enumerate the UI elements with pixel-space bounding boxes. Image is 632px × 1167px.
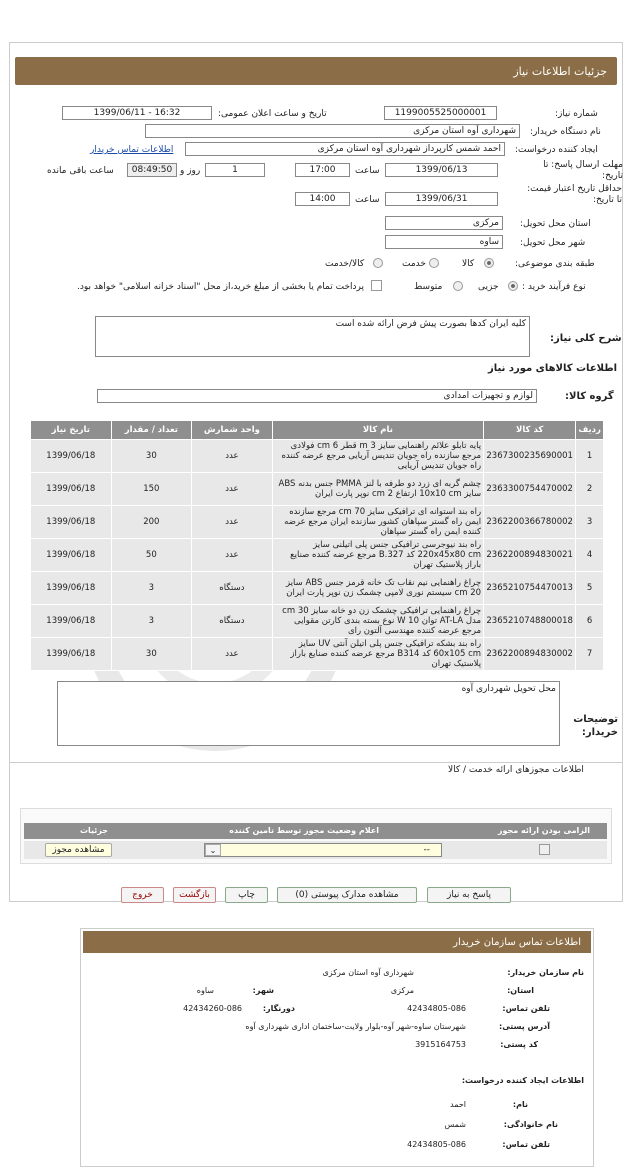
deadline-time-field[interactable]: 17:00: [295, 163, 350, 177]
contact-address-value: شهرستان ساوه-شهر آوه-بلوار ولایت-ساختمان اداری شهرداری آوه: [245, 1022, 466, 1031]
summary-label: شرح کلی نیاز:: [550, 333, 622, 344]
row-code: 2362200894830002: [484, 638, 576, 671]
reply-button[interactable]: پاسخ به نیاز: [427, 887, 511, 903]
print-button[interactable]: چاپ: [225, 887, 268, 903]
contact-province-value: مرکزی: [390, 986, 414, 995]
validity-time-field[interactable]: 14:00: [295, 192, 350, 206]
group-label: گروه کالا:: [565, 391, 614, 402]
city-label: شهر محل تحویل:: [520, 238, 586, 248]
process-label: نوع فرآیند خرید :: [522, 282, 586, 292]
permits-title: اطلاعات مجوزهای ارائه خدمت / کالا: [448, 765, 584, 775]
row-qty: 3: [111, 572, 192, 605]
row-date: 1399/06/18: [31, 440, 112, 473]
row-date: 1399/06/18: [31, 638, 112, 671]
row-name: راه بند نیوجرسی ترافیکی جنس پلی اتیلنی سایز 220x45x80 cm کد B.327 مرجع عرضه کننده صنایع باراز پلاستیک تهران: [272, 539, 483, 572]
row-unit: عدد: [192, 473, 273, 506]
row-index: 3: [576, 506, 604, 539]
contact-city-label: شهر:: [252, 986, 274, 995]
row-date: 1399/06/18: [31, 473, 112, 506]
category-service-label: خدمت: [402, 259, 426, 269]
row-qty: 30: [111, 440, 192, 473]
row-index: 5: [576, 572, 604, 605]
row-unit: عدد: [192, 506, 273, 539]
table-row: [31, 440, 604, 473]
row-unit: دستگاه: [192, 572, 273, 605]
city-field[interactable]: ساوه: [385, 235, 503, 249]
creator-field[interactable]: احمد شمس کارپرداز شهرداری آوه استان مرکزی: [185, 142, 505, 156]
buyer-label: نام دستگاه خریدار:: [530, 127, 601, 137]
payment-note: پرداخت تمام یا بخشی از مبلغ خرید،از محل "اسناد خزانه اسلامی" خواهد بود.: [76, 282, 364, 292]
days-field[interactable]: 1: [205, 163, 265, 177]
province-field[interactable]: مرکزی: [385, 216, 503, 230]
row-qty: 50: [111, 539, 192, 572]
contact-header: [83, 931, 591, 953]
buyer-notes-label: توضیحات خریدار:: [573, 714, 618, 738]
row-index: 2: [576, 473, 604, 506]
exit-button[interactable]: خروج: [121, 887, 164, 903]
contact-phone-value: 42434805-086: [407, 1004, 466, 1013]
validity-label: حداقل تاریخ اعتبار قیمت: تا تاریخ:: [527, 184, 622, 205]
row-qty: 150: [111, 473, 192, 506]
attachments-button[interactable]: مشاهده مدارک پیوستی (0): [277, 887, 417, 903]
row-date: 1399/06/18: [31, 539, 112, 572]
row-name: راه بند بشکه ترافیکی جنس پلی اتیلن آنتی UV سایز 60x105 cm کد B314 مرجع عرضه کننده صنایع باراز پلاستیک تهران: [272, 638, 483, 671]
table-row: [31, 605, 604, 638]
creator-info-title: اطلاعات ایجاد کننده درخواست:: [461, 1076, 584, 1085]
row-index: 4: [576, 539, 604, 572]
deadline-date-field[interactable]: 1399/06/13: [385, 163, 498, 177]
row-index: 6: [576, 605, 604, 638]
creator-phone-value: 42434805-086: [407, 1140, 466, 1149]
category-goods-radio[interactable]: [484, 258, 494, 268]
items-table: [30, 420, 604, 671]
creator-family-label: نام خانوادگی:: [503, 1120, 558, 1129]
deadline-label: مهلت ارسال پاسخ: تا تاریخ:: [543, 160, 623, 181]
permit-select-value: --: [423, 845, 430, 855]
chevron-down-icon[interactable]: ⌄: [205, 844, 221, 856]
col-name: نام کالا: [272, 421, 483, 440]
row-name: چشم گربه ای زرد دو طرفه با لنز PMMA جنس بدنه ABS سایز 10x10 cm ارتفاع 2 cm نوپر پارت ایران: [272, 473, 483, 506]
category-service-radio[interactable]: [429, 258, 439, 268]
validity-time-label: ساعت: [355, 195, 380, 205]
process-medium-label: متوسط: [414, 282, 443, 292]
contact-org-value: شهرداری آوه استان مرکزی: [322, 968, 414, 977]
creator-name-value: احمد: [450, 1100, 466, 1109]
province-label: استان محل تحویل:: [520, 219, 591, 229]
contact-postal-label: کد پستی:: [500, 1040, 538, 1049]
back-button[interactable]: بازگشت: [173, 887, 216, 903]
row-qty: 3: [111, 605, 192, 638]
goods-info-title: اطلاعات کالاهای مورد نیاز: [488, 363, 618, 374]
validity-date-field[interactable]: 1399/06/31: [385, 192, 498, 206]
contact-fax-value: 42434260-086: [183, 1004, 242, 1013]
col-index: ردیف: [576, 421, 604, 440]
process-minor-radio[interactable]: [508, 281, 518, 291]
permit-required-checkbox: [539, 844, 550, 855]
page-header: [15, 57, 617, 85]
announce-label: تاریخ و ساعت اعلان عمومی:: [218, 109, 327, 119]
contact-province-label: استان:: [507, 986, 534, 995]
contact-postal-value: 3915164753: [415, 1040, 466, 1049]
row-name: چراغ راهنمایی ترافیکی چشمک زن دو خانه سایز 30 cm مدل AT-LA توان W 10 نوع بسته بندی کارتن مقوایی مرجع عرضه کننده مهندسی آلتون رای: [272, 605, 483, 638]
table-row: [31, 473, 604, 506]
table-row: [31, 572, 604, 605]
row-name: راه بند استوانه ای ترافیکی سایز 70 cm مرجع سازنده ایمن راه گستر سپاهان کشور سازنده ایران مرجع عرضه کننده ایمن راه گستر سپاهان: [272, 506, 483, 539]
row-name: چراغ راهنمایی نیم نقاب تک خانه قرمز جنس ABS سایز 20 cm سیستم نوری لامپی چشمک زن نوپر پارت ایران: [272, 572, 483, 605]
contact-phone-label: تلفن تماس:: [502, 1004, 550, 1013]
row-index: 7: [576, 638, 604, 671]
category-label: طبقه بندی موضوعی:: [515, 259, 595, 269]
buyer-field[interactable]: شهرداری آوه استان مرکزی: [145, 124, 520, 138]
deadline-time-label: ساعت: [355, 166, 380, 176]
row-qty: 200: [111, 506, 192, 539]
remaining-time-field: 08:49:50: [127, 163, 177, 177]
permit-status-select[interactable]: [204, 843, 442, 857]
treasury-checkbox[interactable]: [371, 280, 382, 291]
items-header-row: [31, 421, 604, 440]
summary-field[interactable]: کلیه ایران کدها بصورت پیش فرض ارائه شده است: [95, 316, 530, 357]
row-code: 2363300754470002: [484, 473, 576, 506]
row-date: 1399/06/18: [31, 506, 112, 539]
permits-col-details: جزئیات: [80, 826, 109, 835]
page-title: جزئیات اطلاعات نیاز: [513, 64, 607, 78]
table-row: [31, 506, 604, 539]
row-unit: عدد: [192, 638, 273, 671]
permits-col-status: اعلام وضعیت مجوز توسط تامین کننده: [229, 826, 379, 835]
table-row: [31, 539, 604, 572]
table-row: [31, 638, 604, 671]
divider: [9, 762, 623, 763]
process-minor-label: جزیی: [478, 282, 499, 292]
row-unit: عدد: [192, 539, 273, 572]
row-code: 2365210748800018: [484, 605, 576, 638]
view-permit-button[interactable]: مشاهده مجوز: [45, 843, 112, 857]
col-date: تاریخ نیاز: [31, 421, 112, 440]
days-label: روز و: [180, 166, 201, 176]
row-code: 2362200366780002: [484, 506, 576, 539]
announce-field[interactable]: 1399/06/11 - 16:32: [62, 106, 212, 120]
need-number-field[interactable]: 1199005525000001: [384, 106, 497, 120]
col-unit: واحد شمارش: [192, 421, 273, 440]
row-code: 2362200894830021: [484, 539, 576, 572]
permits-col-required: الزامی بودن ارائه مجوز: [497, 826, 590, 835]
creator-name-label: نام:: [512, 1100, 528, 1109]
category-goods-service-label: کالا/خدمت: [325, 259, 365, 269]
need-number-label: شماره نیاز:: [555, 109, 598, 119]
row-date: 1399/06/18: [31, 605, 112, 638]
contact-city-value: ساوه: [196, 986, 214, 995]
group-field[interactable]: لوازم و تجهیزات امدادی: [97, 389, 537, 403]
row-code: 2367300235690001: [484, 440, 576, 473]
creator-phone-label: تلفن تماس:: [502, 1140, 550, 1149]
row-name: پایه تابلو علائم راهنمایی سایز 3 m قطر 6 cm فولادی مرجع سازنده راه جویان تندیس آریایی مرجع عرضه کننده راه جویان تندیس آریایی: [272, 440, 483, 473]
row-code: 2365210754470013: [484, 572, 576, 605]
permits-header: [24, 823, 607, 839]
contact-org-label: نام سازمان خریدار:: [507, 968, 584, 977]
creator-family-value: شمس: [444, 1120, 466, 1129]
creator-label: ایجاد کننده درخواست:: [515, 145, 598, 155]
contact-title: اطلاعات تماس سازمان خریدار: [453, 936, 581, 948]
contact-fax-label: دورنگار:: [262, 1004, 295, 1013]
row-unit: عدد: [192, 440, 273, 473]
row-qty: 30: [111, 638, 192, 671]
category-goods-label: کالا: [462, 259, 475, 269]
row-unit: دستگاه: [192, 605, 273, 638]
contact-address-label: آدرس پستی:: [499, 1022, 550, 1031]
col-code: کد کالا: [484, 421, 576, 440]
category-goods-service-radio[interactable]: [373, 258, 383, 268]
contact-info-link[interactable]: اطلاعات تماس خریدار: [90, 145, 174, 155]
row-index: 1: [576, 440, 604, 473]
row-date: 1399/06/18: [31, 572, 112, 605]
process-medium-radio[interactable]: [453, 281, 463, 291]
col-qty: تعداد / مقدار: [111, 421, 192, 440]
remaining-label: ساعت باقی مانده: [47, 166, 114, 176]
buyer-notes-field[interactable]: محل تحویل شهرداری آوه: [57, 681, 560, 746]
